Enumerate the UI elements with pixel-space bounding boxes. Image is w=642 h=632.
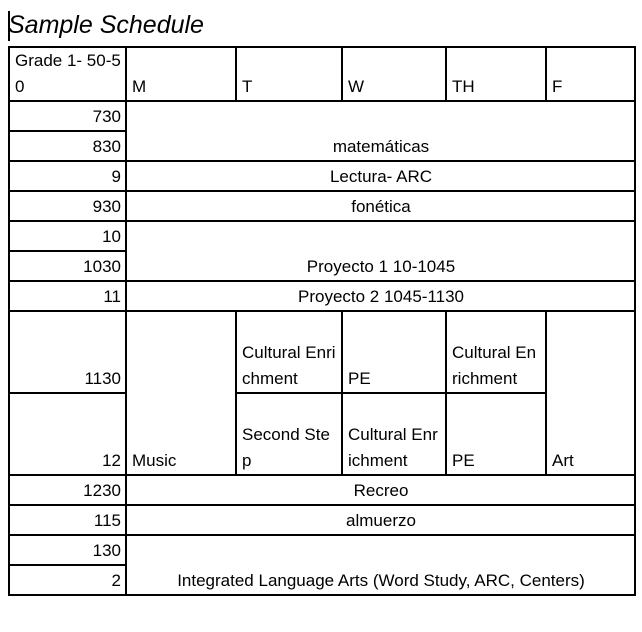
header-row xyxy=(9,47,635,101)
block-thursday-12[interactable]: PE xyxy=(446,393,546,475)
block-fonetica[interactable]: fonética xyxy=(126,191,635,221)
block-thursday-1130[interactable]: Cultural Enrichment xyxy=(446,311,546,393)
block-tuesday-1130[interactable]: Cultural Enrichment xyxy=(236,311,342,393)
time-cell-730[interactable]: 730 xyxy=(9,101,126,131)
block-matematicas[interactable]: matemáticas xyxy=(126,101,635,161)
table-row xyxy=(9,191,635,221)
block-wednesday-1130[interactable]: PE xyxy=(342,311,446,393)
block-tuesday-12[interactable]: Second Step xyxy=(236,393,342,475)
block-art[interactable]: Art xyxy=(546,311,635,475)
time-cell-9[interactable]: 9 xyxy=(9,161,126,191)
time-cell-2[interactable]: 2 xyxy=(9,565,126,595)
time-cell-1130[interactable]: 1130 xyxy=(9,311,126,393)
table-row xyxy=(9,393,635,475)
schedule-sheet xyxy=(8,46,636,596)
block-recreo[interactable]: Recreo xyxy=(126,475,635,505)
block-proyecto-1[interactable]: Proyecto 1 10-1045 xyxy=(126,221,635,281)
table-row xyxy=(9,535,635,565)
table-row xyxy=(9,101,635,131)
time-cell-830[interactable]: 830 xyxy=(9,131,126,161)
block-almuerzo[interactable]: almuerzo xyxy=(126,505,635,535)
time-cell-1030[interactable]: 1030 xyxy=(9,251,126,281)
time-cell-12[interactable]: 12 xyxy=(9,393,126,475)
grade-header-cell[interactable]: Grade 1- 50-50 xyxy=(9,47,126,101)
block-lectura[interactable]: Lectura- ARC xyxy=(126,161,635,191)
schedule-table xyxy=(8,46,636,596)
day-header-monday[interactable]: M xyxy=(126,47,236,101)
table-row xyxy=(9,281,635,311)
time-cell-930[interactable]: 930 xyxy=(9,191,126,221)
time-cell-130[interactable]: 130 xyxy=(9,535,126,565)
time-cell-10[interactable]: 10 xyxy=(9,221,126,251)
time-cell-1230[interactable]: 1230 xyxy=(9,475,126,505)
block-integrated-language-arts[interactable]: Integrated Language Arts (Word Study, ARC, Centers) xyxy=(126,535,635,595)
day-header-friday[interactable]: F xyxy=(546,47,635,101)
block-music[interactable]: Music xyxy=(126,311,236,475)
day-header-tuesday[interactable]: T xyxy=(236,47,342,101)
block-proyecto-2[interactable]: Proyecto 2 1045-1130 xyxy=(126,281,635,311)
table-row xyxy=(9,221,635,251)
day-header-wednesday[interactable]: W xyxy=(342,47,446,101)
day-header-thursday[interactable]: TH xyxy=(446,47,546,101)
table-row xyxy=(9,505,635,535)
page-title: Sample Schedule xyxy=(8,11,204,39)
table-row xyxy=(9,475,635,505)
time-cell-115[interactable]: 115 xyxy=(9,505,126,535)
table-row xyxy=(9,311,635,393)
table-row xyxy=(9,161,635,191)
block-wednesday-12[interactable]: Cultural Enrichment xyxy=(342,393,446,475)
time-cell-11[interactable]: 11 xyxy=(9,281,126,311)
